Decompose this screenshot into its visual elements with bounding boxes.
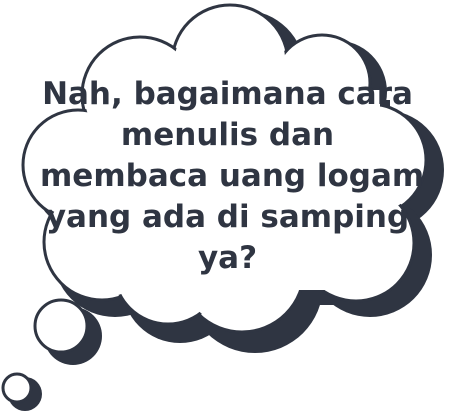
bubble-text-line: Nah, bagaimana cara xyxy=(42,76,413,112)
thought-dot-large xyxy=(35,300,87,352)
thought-dot-small xyxy=(3,374,31,402)
bubble-text-line: yang ada di samping xyxy=(45,199,410,235)
bubble-text-line: membaca uang logam xyxy=(40,158,425,194)
bubble-text xyxy=(40,74,425,279)
bubble-text-line: ya? xyxy=(197,240,258,276)
bubble-text-line: menulis dan xyxy=(120,117,335,153)
